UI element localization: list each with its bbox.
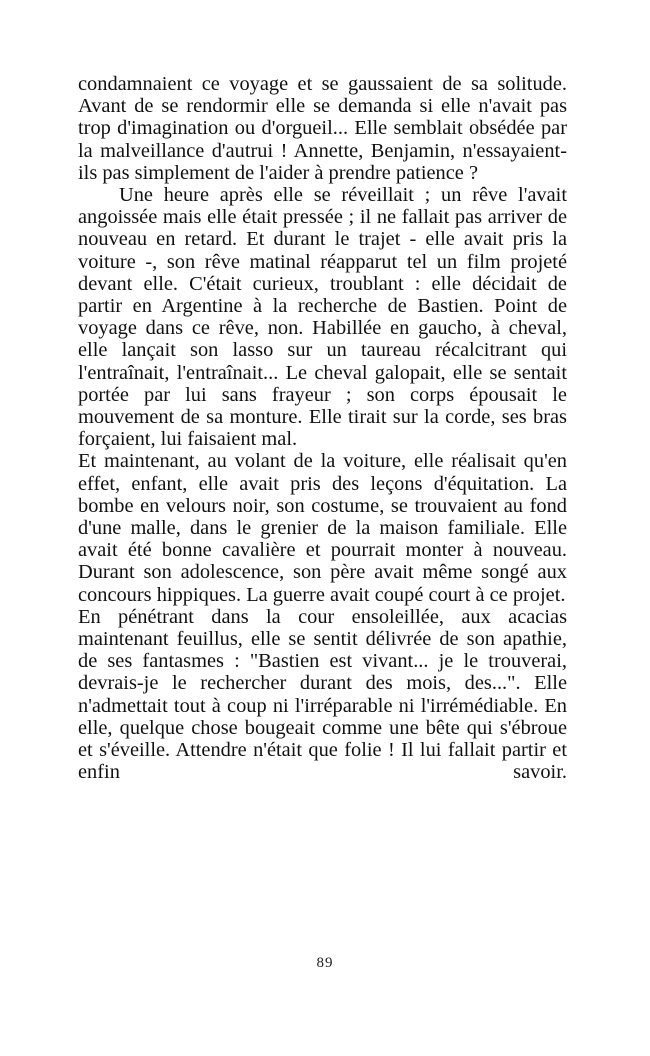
paragraph-2: Une heure après elle se réveillait ; un rêve l'avait angoissée mais elle était pressée ; il ne fallait pas arriver de nouveau en retard. Et durant le trajet - elle avait pris la voiture -, son rêve matinal réapparut tel un film projeté devant elle. C'était curieux, troublant : elle décidait de partir en Argentine à la recherche de Bastien. Point de voyage dans ce rêve, non. Habillée en gaucho, à cheval, elle lançait son lasso sur un taureau récalcitrant qui l'entraînait, l'entraînait... Le cheval galopait, elle se sentait portée par lui sans frayeur ; son corps épousait le mouvement de sa monture. Elle tirait sur la corde, ses bras forçaient, lui faisaient mal.	[78, 184, 567, 451]
paragraph-3: Et maintenant, au volant de la voiture, elle réalisait qu'en effet, enfant, elle avait pris des leçons d'équitation. La bombe en velours noir, son costume, se trouvaient au fond d'une malle, dans le grenier de la maison familiale. Elle avait été bonne cavalière et pourrait monter à nouveau. Durant son adolescence, son père avait même songé aux concours hippiques. La guerre avait coupé court à ce projet.	[78, 450, 567, 606]
paragraph-4: En pénétrant dans la cour ensoleillée, aux acacias maintenant feuillus, elle se sentit délivrée de son apathie, de ses fantasmes : "Bastien est vivant... je le trouverai, devrais-je le rechercher durant des mois, des...". Elle n'admettait tout à coup ni l'irréparable ni l'irrémédiable. En elle, quelque chose bougeait comme une bête qui s'ébroue et s'éveille. Attendre n'était que folie ! Il lui fallait partir et enfin savoir.	[78, 605, 567, 784]
body-text	[78, 73, 567, 784]
page-number: 89	[316, 955, 334, 971]
paragraph-1: condamnaient ce voyage et se gaussaient de sa solitude. Avant de se rendormir elle se demanda si elle n'avait pas trop d'imagination ou d'orgueil... Elle semblait obsédée par la malveillance d'autrui ! Annette, Benjamin, n'essayaient-ils pas simplement de l'aider à prendre patience ?	[78, 73, 567, 184]
